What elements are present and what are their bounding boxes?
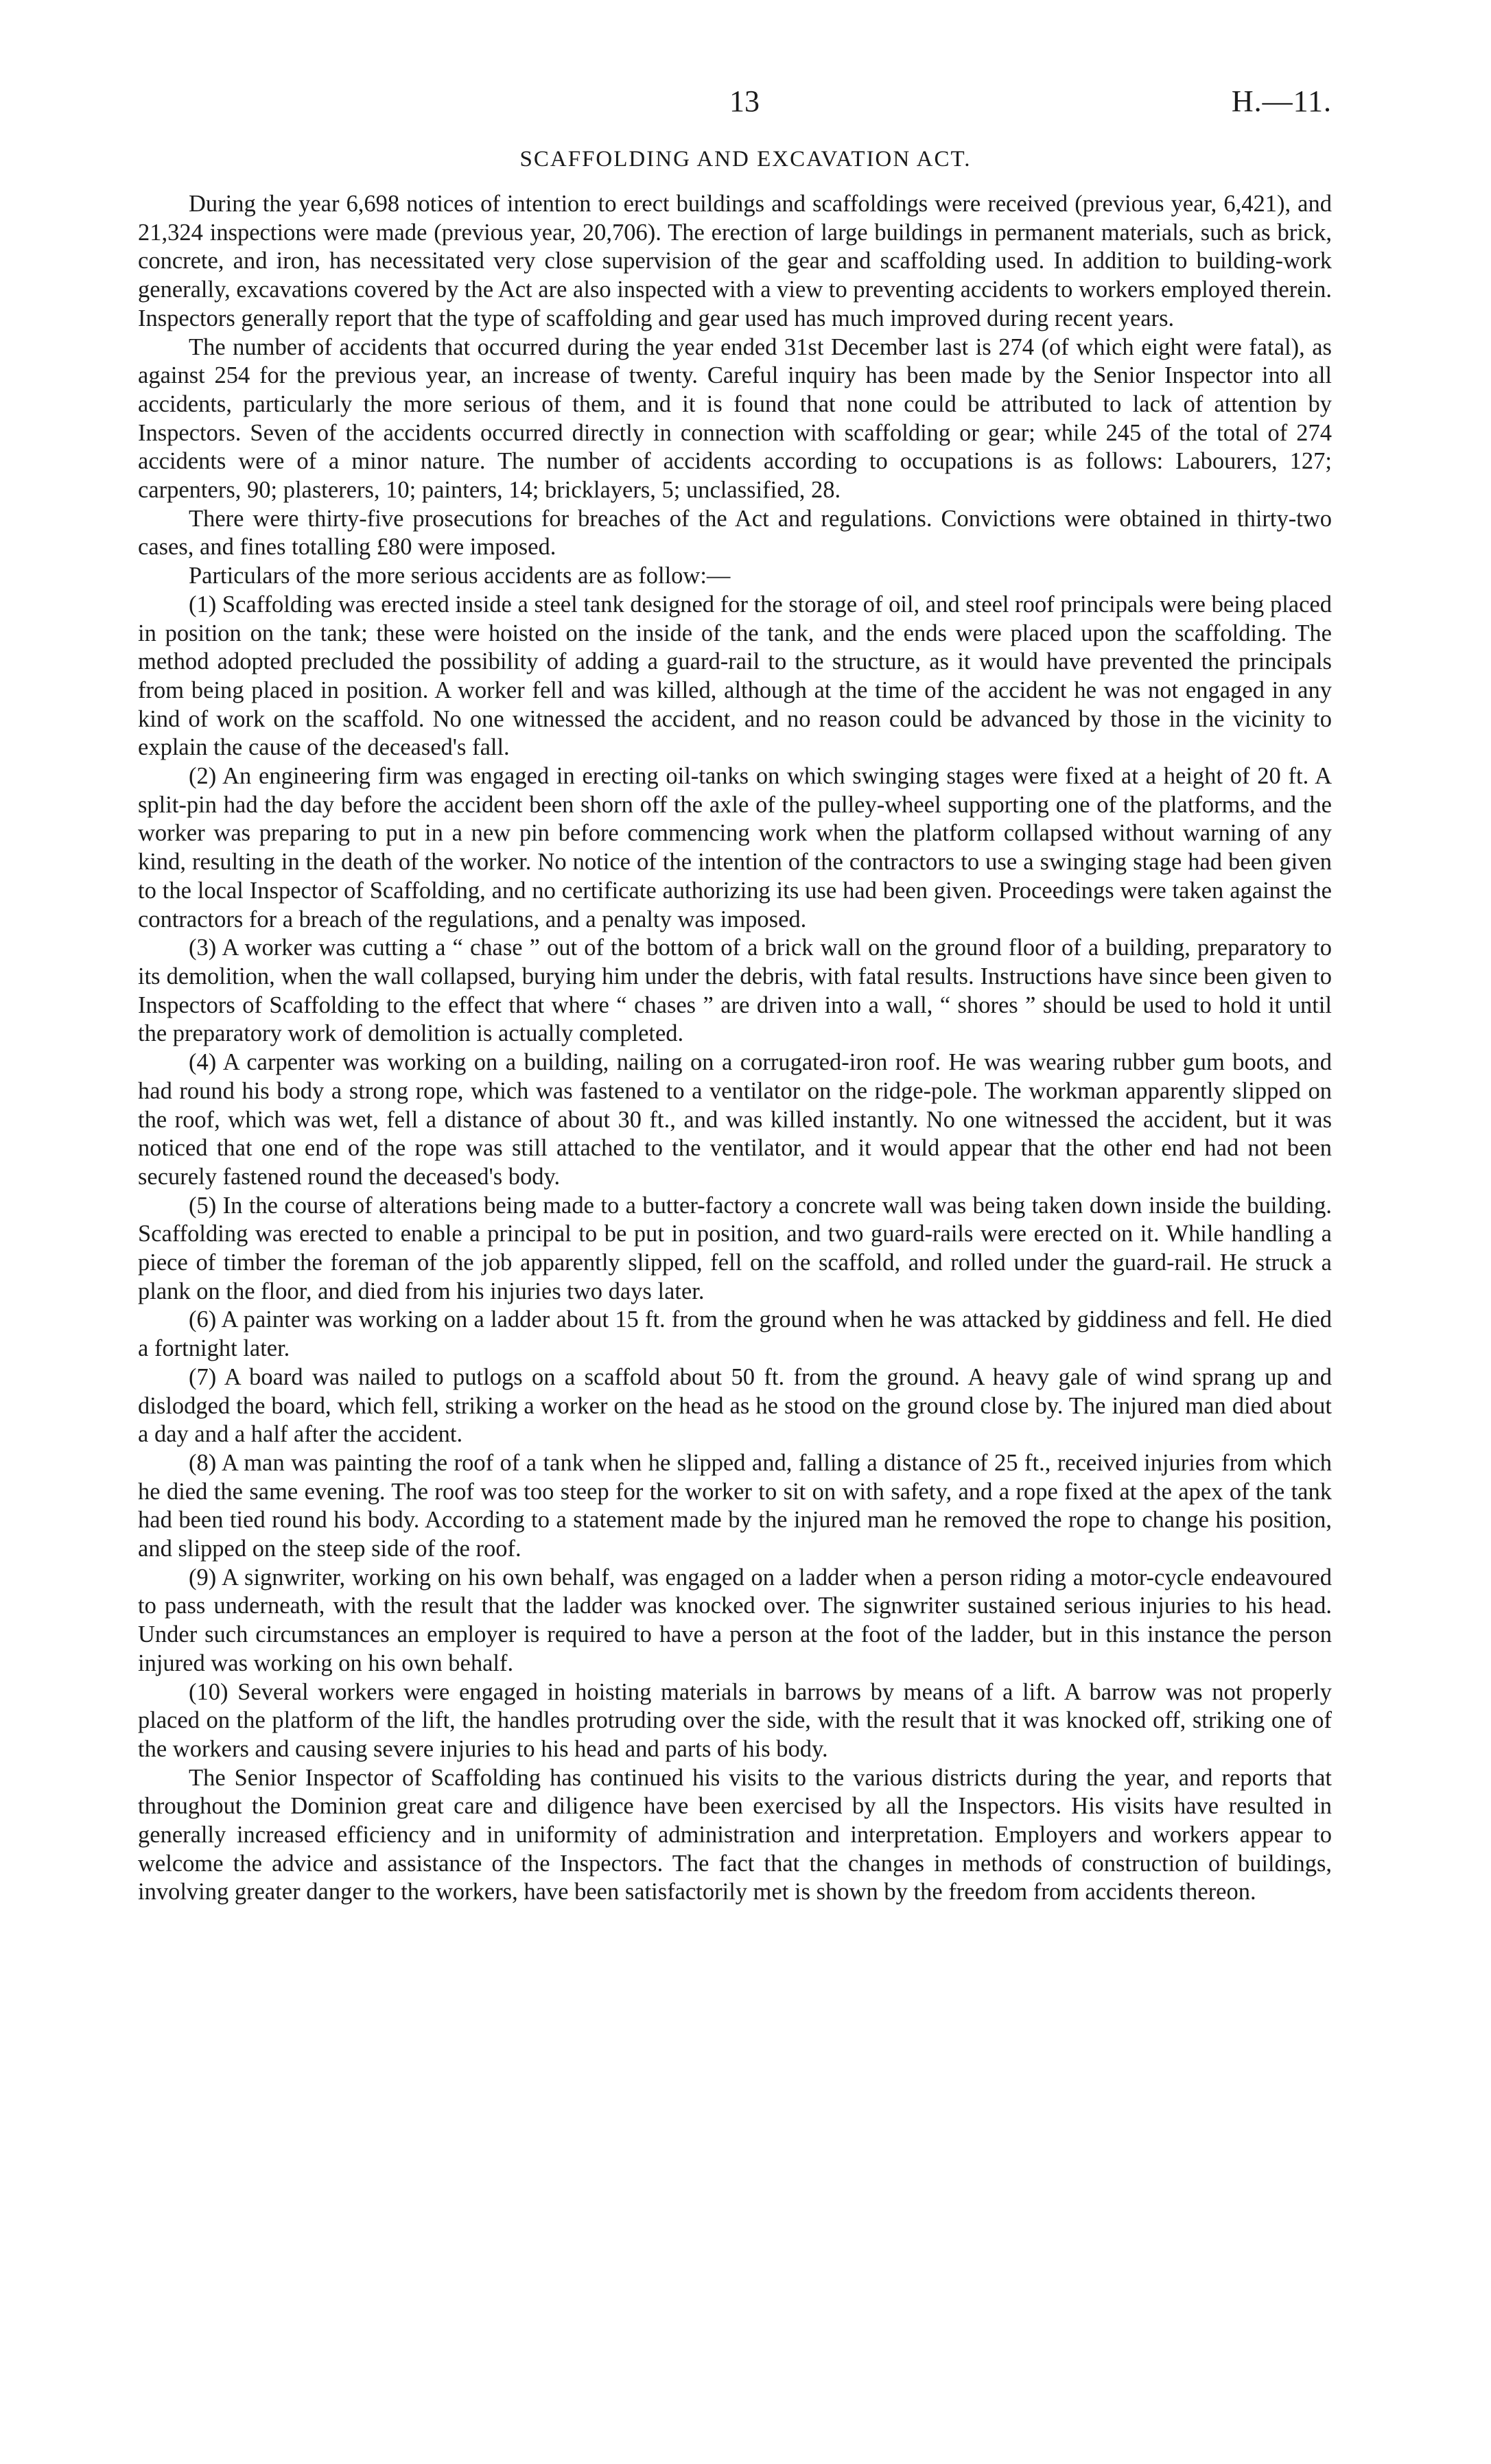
paragraph-accident-3: (3) A worker was cutting a “ chase ” out of the bottom of a brick wall on the ground floor of a building, preparatory to its demolition, when the wall collapsed, burying him under the debris, with fatal results. Instructions have since been given to Inspectors of Scaffolding to the effect that where “ chases ” are driven into a wall, “ shores ” should be used to hold it until the preparatory work of demolition is actually completed. bbox=[138, 935, 1332, 1047]
paragraph-prosecutions: There were thirty-five prosecutions for breaches of the Act and regulations. Convictions were obtained in thirty-two cases, and fines totalling £80 were imposed. bbox=[138, 505, 1332, 561]
paragraph-accident-10: (10) Several workers were engaged in hoisting materials in barrows by means of a lift. A barrow was not properly placed on the platform of the lift, the handles protruding over the side, with the result that it was knocked off, striking one of the workers and causing severe injuries to his head and parts of his body. bbox=[138, 1678, 1332, 1762]
paragraph-accident-1: (1) Scaffolding was erected inside a steel tank designed for the storage of oil, and steel roof principals were being placed in position on the tank; these were hoisted on the inside of the tank, and the ends were placed upon the scaffolding. The method adopted precluded the possibility of adding a guard-rail to the structure, as it would have prevented the principals from being placed in position. A worker fell and was killed, although at the time of the accident he was not engaged in any kind of work on the scaffold. No one witnessed the accident, and no reason could be advanced by those in the vicinity to explain the cause of the deceased's fall. bbox=[138, 591, 1332, 761]
document-reference: H.—11. bbox=[1231, 84, 1332, 118]
paragraph-particulars-intro: Particulars of the more serious accidents are as follow:— bbox=[189, 563, 731, 589]
paragraph-accident-6: (6) A painter was working on a ladder about 15 ft. from the ground when he was attacked by giddiness and fell. He died a fortnight later. bbox=[138, 1306, 1332, 1362]
paragraph-accident-9: (9) A signwriter, working on his own behalf, was engaged on a ladder when a person riding a motor-cycle endeavoured to pass underneath, with the result that the ladder was knocked over. The signwriter sustained serious injuries to his head. Under such circumstances an employer is required to have a person at the foot of the ladder, but in this instance the person injured was working on his own behalf. bbox=[138, 1564, 1332, 1676]
paragraph-notices: During the year 6,698 notices of intention to erect buildings and scaffoldings were received (previous year, 6,421), and 21,324 inspections were made (previous year, 20,706). The erection of large buildings in permanent materials, such as brick, concrete, and iron, has necessitated very close supervision of the gear and scaffolding used. In addition to building-work generally, excavations covered by the Act are also inspected with a view to preventing accidents to workers employed therein. Inspectors generally report that the type of scaffolding and gear used has much improved during recent years. bbox=[138, 191, 1332, 331]
section-title: SCAFFOLDING AND EXCAVATION ACT. bbox=[519, 147, 972, 172]
paragraph-senior-inspector: The Senior Inspector of Scaffolding has continued his visits to the various districts during the year, and reports that throughout the Dominion great care and diligence have been exercised by all the Inspectors. His visits have resulted in generally increased efficiency and in uniformity of administration and interpretation. Employers and workers appear to welcome the advice and assistance of the Inspectors. The fact that the changes in methods of construction of buildings, involving greater danger to the workers, have been satisfactorily met is shown by the freedom from accidents thereon. bbox=[138, 1764, 1332, 1905]
paragraph-accident-8: (8) A man was painting the roof of a tank when he slipped and, falling a distance of 25 ft., received injuries from which he died the same evening. The roof was too steep for the worker to sit on with safety, and a rope fixed at the apex of the tank had been tied round his body. According to a statement made by the injured man he removed the rope to change his position, and slipped on the steep side of the roof. bbox=[138, 1449, 1332, 1562]
body-text bbox=[138, 190, 1332, 1907]
page-number: 13 bbox=[729, 84, 760, 118]
paragraph-accident-4: (4) A carpenter was working on a building, nailing on a corrugated-iron roof. He was wearing rubber gum boots, and had round his body a strong rope, which was fastened to a ventilator on the ridge-pole. The workman apparently slipped on the roof, which was wet, fell a distance of about 30 ft., and was killed instantly. No one witnessed the accident, but it was noticed that one end of the rope was still attached to the ventilator, and it would appear that the other end had not been securely fastened round the deceased's body. bbox=[138, 1049, 1332, 1190]
paragraph-accident-count: The number of accidents that occurred during the year ended 31st December last is 274 (of which eight were fatal), as against 254 for the previous year, an increase of twenty. Careful inquiry has been made by the Senior Inspector into all accidents, particularly the more serious of them, and it is found that none could be attributed to lack of attention by Inspectors. Seven of the accidents occurred directly in connection with scaffolding or gear; while 245 of the total of 274 accidents were of a minor nature. The number of accidents according to occupations is as follows: Labourers, 127; carpenters, 90; plasterers, 10; painters, 14; bricklayers, 5; unclassified, 28. bbox=[138, 333, 1332, 504]
paragraph-accident-5: (5) In the course of alterations being made to a butter-factory a concrete wall was being taken down inside the building. Scaffolding was erected to enable a principal to be put in position, and two guard-rails were erected on it. While handling a piece of timber the foreman of the job apparently slipped, fell on the scaffold, and rolled under the guard-rail. He struck a plank on the floor, and died from his injuries two days later. bbox=[138, 1192, 1332, 1304]
paragraph-accident-7: (7) A board was nailed to putlogs on a scaffold about 50 ft. from the ground. A heavy gale of wind sprang up and dislodged the board, which fell, striking a worker on the head as he stood on the ground close by. The injured man died about a day and a half after the accident. bbox=[138, 1363, 1332, 1448]
paragraph-accident-2: (2) An engineering firm was engaged in erecting oil-tanks on which swinging stages were fixed at a height of 20 ft. A split-pin had the day before the accident been shorn off the axle of the pulley-wheel supporting one of the platforms, and the worker was preparing to put in a new pin before commencing work when the platform collapsed without warning of any kind, resulting in the death of the worker. No notice of the intention of the contractors to use a swinging stage had been given to the local Inspector of Scaffolding, and no certificate authorizing its use had been given. Proceedings were taken against the contractors for a breach of the regulations, and a penalty was imposed. bbox=[138, 763, 1332, 932]
